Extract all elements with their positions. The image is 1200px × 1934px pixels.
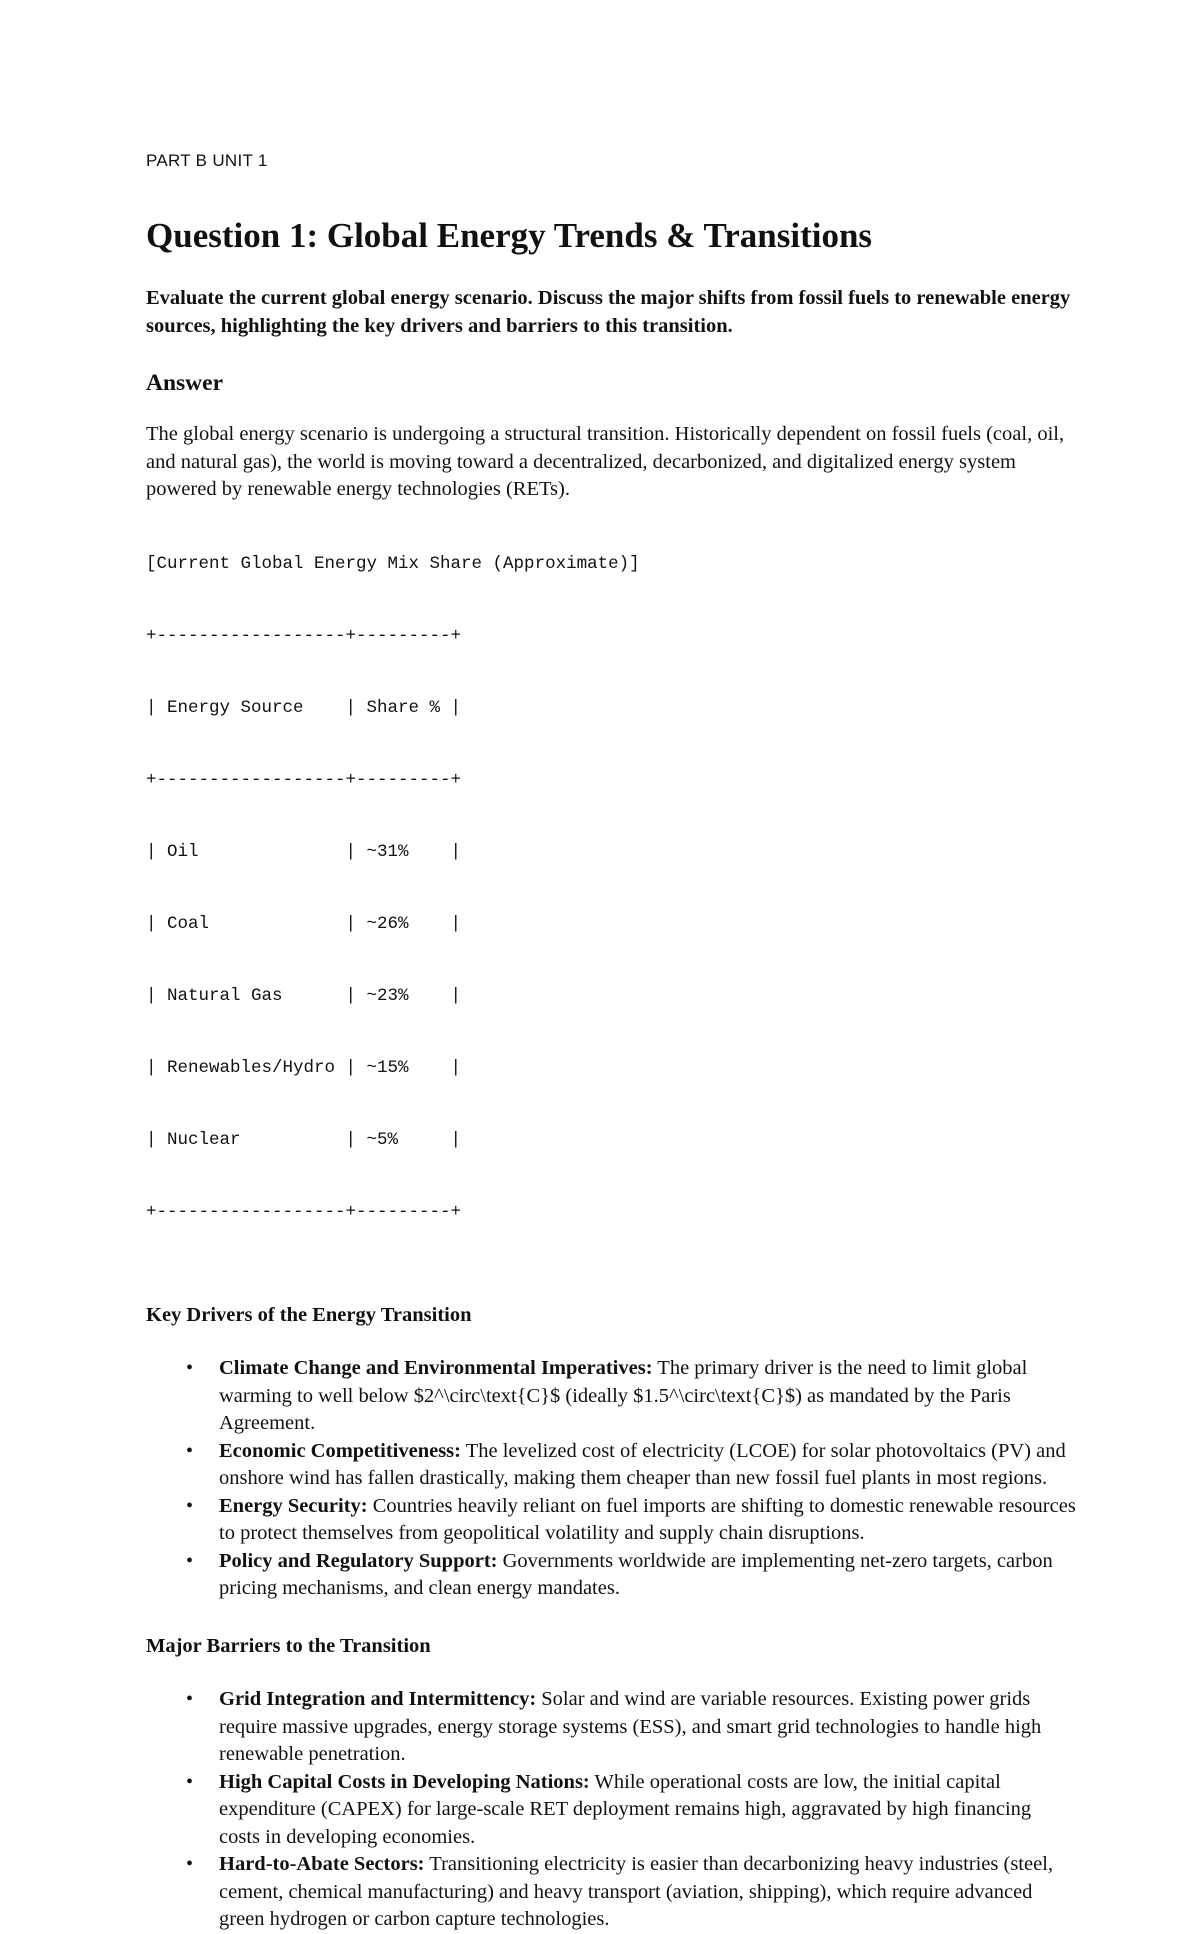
item-term: Policy and Regulatory Support: [219, 1549, 498, 1572]
item-text: The primary driver is the need to limit global warming to well below $2^\circ\text{C}$ (ideally $1.5^\circ\text{C}$) as mandated by the Paris Agreement. [219, 1357, 1028, 1434]
item-text: Solar and wind are variable resources. Existing power grids require massive upgrades, energy storage systems (ESS), and smart grid technologies to handle high renewable penetration. [219, 1688, 1042, 1765]
list-item [146, 1769, 1076, 1852]
answer-intro: The global energy scenario is undergoing a structural transition. Historically dependent on fossil fuels (coal, oil, and natural gas), the world is moving toward a decentralized, decarbonized, and digitalized energy system powered by renewable energy technologies (RETs). [146, 423, 1065, 500]
item-text: Countries heavily reliant on fuel imports are shifting to domestic renewable resources to protect themselves from geopolitical volatility and supply chain disruptions. [219, 1494, 1076, 1544]
bullet-icon: • [186, 1439, 194, 1462]
table-border-bottom: +------------------+---------+ [146, 1201, 462, 1222]
table-row: | Natural Gas | ~23% | [146, 985, 462, 1006]
list-item [146, 1851, 1076, 1934]
table-row: | Coal | ~26% | [146, 913, 462, 934]
bullet-icon: • [186, 1770, 194, 1793]
item-text: Governments worldwide are implementing net-zero targets, carbon pricing mechanisms, and clean energy mandates. [219, 1549, 1053, 1599]
item-term: Climate Change and Environmental Imperatives: [219, 1357, 653, 1379]
unit-label: PART B UNIT 1 [146, 151, 268, 170]
bullet-icon: • [186, 1688, 194, 1710]
item-term: High Capital Costs in Developing Nations: [219, 1770, 590, 1793]
table-row: | Oil | ~31% | [146, 841, 462, 862]
item-text: Transitioning electricity is easier than decarbonizing heavy industries (steel, cement, chemical manufacturing) and heavy transport (aviation, shipping), which require advanced green hydrogen or carbon capture technologies. [219, 1853, 1054, 1930]
item-text: The levelized cost of electricity (LCOE) for solar photovoltaics (PV) and onshore wind has fallen drastically, making them cheaper than new fossil fuel plants in most regions. [219, 1439, 1066, 1489]
drivers-list [146, 1355, 1076, 1603]
list-item [146, 1686, 1076, 1769]
barriers-list [146, 1686, 1076, 1934]
bullet-icon: • [186, 1853, 194, 1875]
energy-mix-table [146, 504, 1076, 1272]
item-term: Grid Integration and Intermittency: [219, 1688, 537, 1710]
table-caption: [Current Global Energy Mix Share (Approximate)] [146, 553, 640, 574]
bullet-icon: • [186, 1357, 194, 1379]
table-row: | Nuclear | ~5% | [146, 1129, 462, 1150]
list-item [146, 1548, 1076, 1603]
table-header-row: | Energy Source | Share % | [146, 697, 462, 718]
table-border-top: +------------------+---------+ [146, 625, 462, 646]
document-content [146, 150, 1076, 1934]
item-term: Economic Competitiveness: [219, 1439, 461, 1462]
bullet-icon: • [186, 1494, 194, 1517]
list-item [146, 1355, 1076, 1438]
question-title: Question 1: Global Energy Trends & Transitions [146, 216, 873, 255]
item-term: Hard-to-Abate Sectors: [219, 1853, 425, 1875]
bullet-icon: • [186, 1549, 194, 1572]
barriers-heading: Major Barriers to the Transition [146, 1634, 431, 1657]
list-item [146, 1493, 1076, 1548]
question-prompt: Evaluate the current global energy scenario. Discuss the major shifts from fossil fuels to renewable energy sources, highlighting the key drivers and barriers to this transition. [146, 287, 1071, 337]
list-item [146, 1438, 1076, 1493]
answer-heading: Answer [146, 370, 224, 396]
item-text: While operational costs are low, the initial capital expenditure (CAPEX) for large-scale RET deployment remains high, aggravated by high financing costs in developing economies. [219, 1770, 1032, 1848]
table-row: | Renewables/Hydro | ~15% | [146, 1057, 462, 1078]
item-term: Energy Security: [219, 1494, 368, 1517]
drivers-heading: Key Drivers of the Energy Transition [146, 1303, 472, 1326]
table-header-border: +------------------+---------+ [146, 769, 462, 790]
